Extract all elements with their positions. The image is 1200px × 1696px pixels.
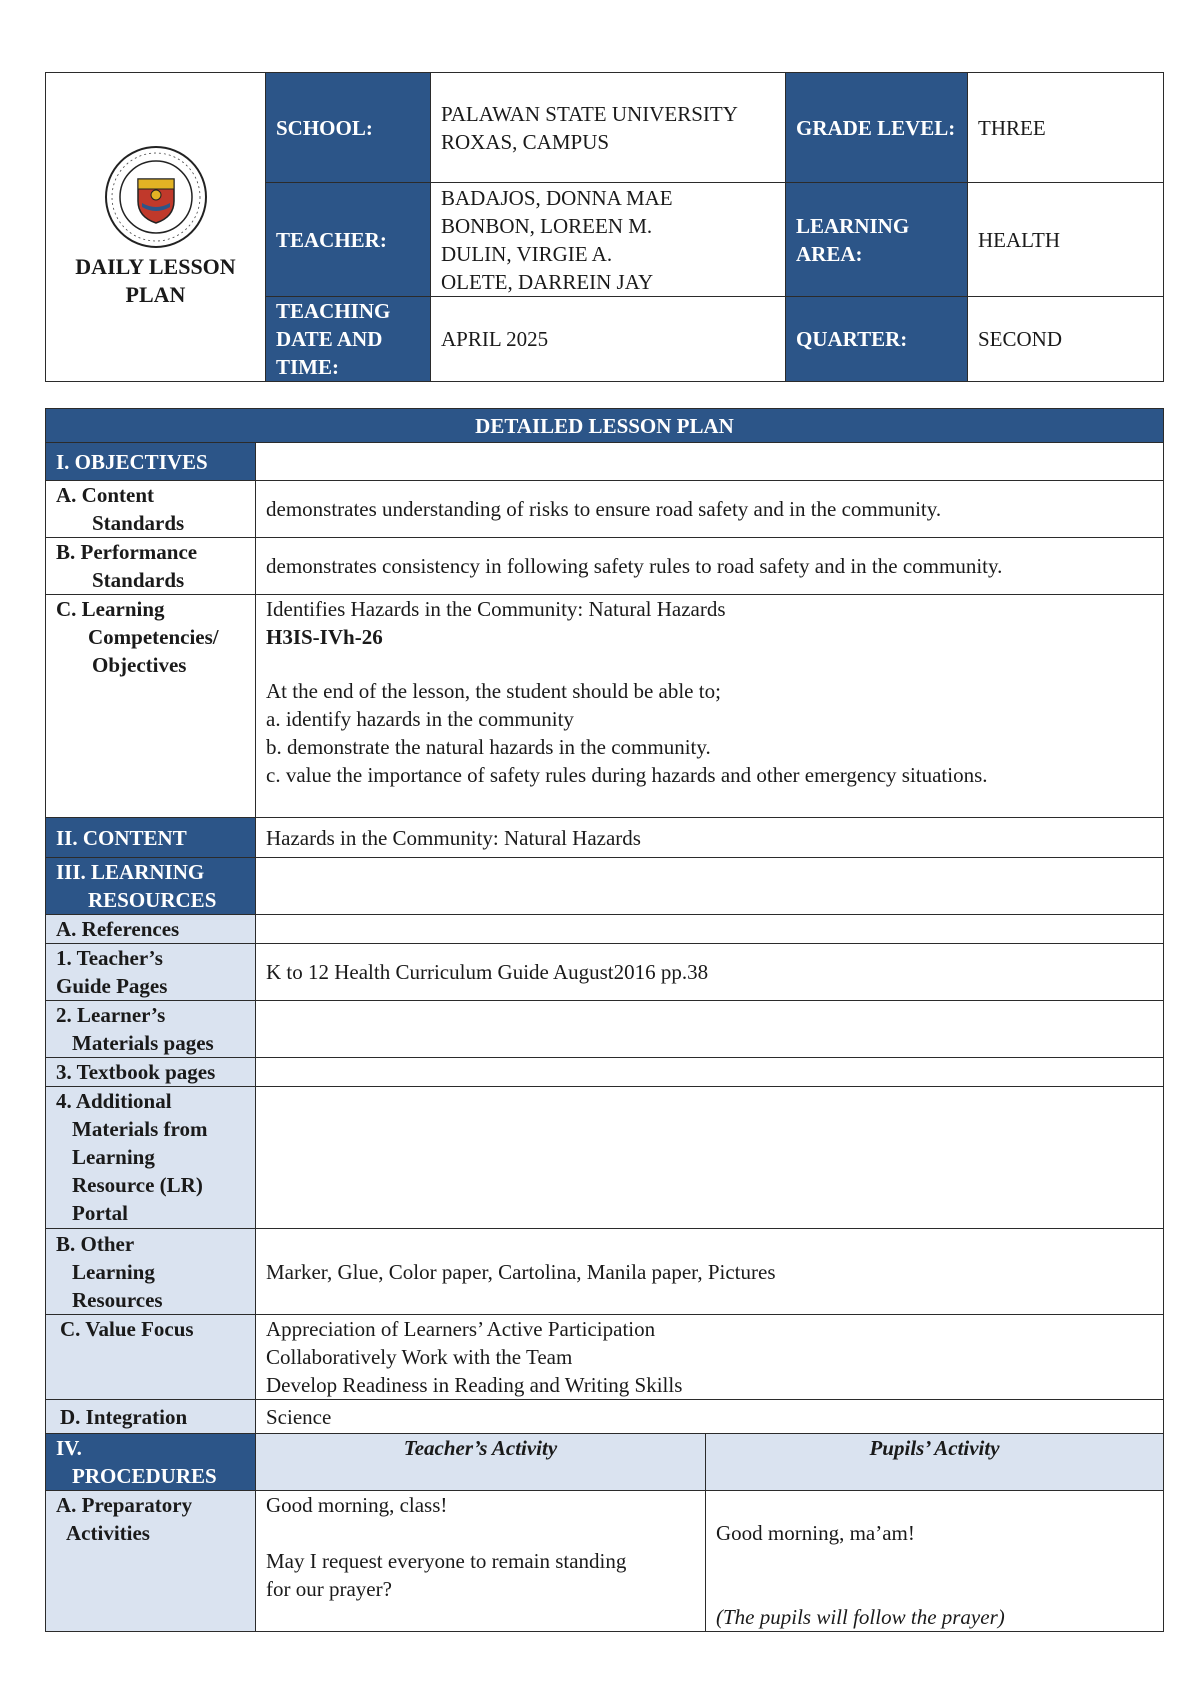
content-standards-value: demonstrates understanding of risks to ensure road safety and in the community. [256, 481, 1164, 538]
pupil-line: Good morning, ma’am! [716, 1521, 915, 1545]
school-label: SCHOOL: [266, 73, 431, 183]
additional-materials-empty [256, 1087, 1164, 1229]
lesson-plan-table [45, 408, 1164, 1632]
performance-standards-label [46, 538, 256, 595]
content-value: Hazards in the Community: Natural Hazards [256, 818, 1164, 858]
teacher-names [431, 183, 786, 297]
teaching-date-value: APRIL 2025 [431, 297, 786, 382]
label-line: Materials pages [72, 1031, 214, 1055]
label-line: Competencies/ [88, 625, 219, 649]
teacher-name: OLETE, DARREIN JAY [441, 269, 654, 294]
value-focus-item: Collaboratively Work with the Team [266, 1345, 573, 1369]
pupil-line: (The pupils will follow the prayer) [716, 1605, 1005, 1629]
other-resources-value: Marker, Glue, Color paper, Cartolina, Manila paper, Pictures [256, 1229, 1164, 1315]
competency-intro: At the end of the lesson, the student should be able to; [266, 679, 721, 703]
objective-item: a. identify hazards in the community [266, 707, 574, 731]
label-line: 4. Additional [56, 1089, 172, 1113]
header-table [45, 72, 1164, 382]
label-line: C. Learning [56, 597, 165, 621]
lesson-plan-title: DETAILED LESSON PLAN [46, 409, 1164, 443]
grade-level-label: GRADE LEVEL: [786, 73, 968, 183]
label-line: Portal [72, 1201, 128, 1225]
label-line: B. Other [56, 1231, 135, 1256]
learner-materials-label [46, 1001, 256, 1058]
teacher-activity-header: Teacher’s Activity [256, 1434, 706, 1491]
quarter-value: SECOND [968, 297, 1164, 382]
value-focus-label: C. Value Focus [46, 1315, 256, 1400]
learning-competencies-label [46, 595, 256, 818]
document-title: DAILY LESSON PLAN [75, 254, 236, 307]
label-line: Resources [72, 1287, 163, 1312]
teacher-name: DULIN, VIRGIE A. [441, 241, 613, 266]
pupil-activity-header: Pupils’ Activity [706, 1434, 1164, 1491]
teacher-guide-value: K to 12 Health Curriculum Guide August2016 pp.38 [256, 944, 1164, 1001]
competency-title: Identifies Hazards in the Community: Natural Hazards [266, 597, 726, 621]
preparatory-activities-label [46, 1491, 256, 1632]
label-line: III. LEARNING [56, 860, 205, 884]
label-line: A. Preparatory [56, 1493, 193, 1517]
label-line: RESOURCES [88, 888, 217, 912]
teacher-label: TEACHER: [266, 183, 431, 297]
teacher-activity-cell [256, 1491, 706, 1632]
label-line: Resource (LR) [72, 1173, 203, 1197]
learning-resources-empty [256, 858, 1164, 915]
references-empty [256, 915, 1164, 944]
quarter-label: QUARTER: [786, 297, 968, 382]
objective-item: c. value the importance of safety rules during hazards and other emergency situations. [266, 763, 988, 787]
label-line: PROCEDURES [72, 1464, 217, 1488]
label-line: Learning [72, 1145, 155, 1169]
objectives-empty [256, 443, 1164, 481]
other-resources-label [46, 1229, 256, 1315]
value-focus-item: Develop Readiness in Reading and Writing Skills [266, 1373, 683, 1397]
procedures-heading [46, 1434, 256, 1491]
teaching-date-label: TEACHING DATE AND TIME: [266, 297, 431, 382]
learning-area-value: HEALTH [968, 183, 1164, 297]
label-line: Learning [72, 1259, 155, 1284]
objective-item: b. demonstrate the natural hazards in the community. [266, 735, 711, 759]
grade-level-value: THREE [968, 73, 1164, 183]
learning-resources-heading [46, 858, 256, 915]
teacher-line: Good morning, class! [266, 1493, 448, 1517]
objectives-heading: I. OBJECTIVES [46, 443, 256, 481]
label-line: IV. [56, 1436, 82, 1460]
content-heading: II. CONTENT [46, 818, 256, 858]
textbook-pages-empty [256, 1058, 1164, 1087]
learning-competencies-value [256, 595, 1164, 818]
references-label: A. References [46, 915, 256, 944]
integration-value: Science [256, 1400, 1164, 1434]
content-standards-label [46, 481, 256, 538]
school-logo-cell [46, 73, 266, 382]
label-line: Materials from [72, 1117, 208, 1141]
label-line: Activities [66, 1521, 150, 1545]
teacher-name: BONBON, LOREEN M. [441, 213, 653, 238]
additional-materials-label [46, 1087, 256, 1229]
textbook-pages-label: 3. Textbook pages [46, 1058, 256, 1087]
value-focus-item: Appreciation of Learners’ Active Participation [266, 1317, 656, 1341]
teacher-guide-label [46, 944, 256, 1001]
school-value: PALAWAN STATE UNIVERSITY ROXAS, CAMPUS [431, 73, 786, 183]
label-line: Standards [92, 511, 185, 535]
university-seal-icon [104, 145, 208, 249]
performance-standards-value: demonstrates consistency in following safety rules to road safety and in the community. [256, 538, 1164, 595]
learning-area-label: LEARNING AREA: [786, 183, 968, 297]
label-line: B. Performance [56, 540, 198, 564]
teacher-line: for our prayer? [266, 1577, 392, 1601]
label-line: Objectives [92, 653, 187, 677]
label-line: A. Content [56, 483, 154, 507]
label-line: 1. Teacher’s [56, 946, 163, 970]
label-line: Guide Pages [56, 974, 168, 998]
teacher-line: May I request everyone to remain standing [266, 1549, 627, 1573]
value-focus-value [256, 1315, 1164, 1400]
integration-label: D. Integration [46, 1400, 256, 1434]
teacher-name: BADAJOS, DONNA MAE [441, 185, 673, 210]
competency-code: H3IS-IVh-26 [266, 625, 383, 649]
pupil-activity-cell [706, 1491, 1164, 1632]
label-line: 2. Learner’s [56, 1003, 166, 1027]
learner-materials-empty [256, 1001, 1164, 1058]
label-line: Standards [92, 568, 185, 592]
